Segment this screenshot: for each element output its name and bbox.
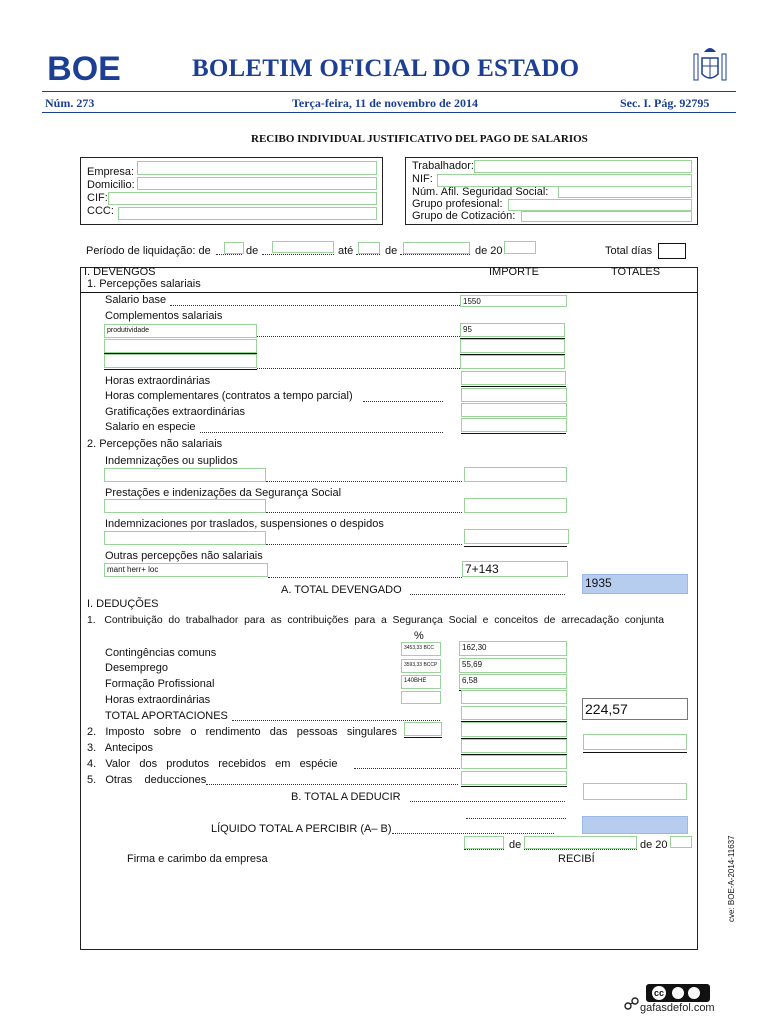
percepcoes-nao-salariais-heading: 2. Percepções não salariais: [87, 438, 223, 450]
complemento-1-value: 95: [463, 325, 472, 334]
date-de20: de 20: [640, 839, 668, 851]
produtos-especie-value-field[interactable]: [461, 755, 567, 769]
date-month-field[interactable]: [524, 836, 637, 849]
nif-label: NIF:: [412, 173, 433, 185]
indemnizaciones-label: Indemnizaciones por traslados, suspensiones o despidos: [105, 518, 384, 530]
total-deducir-dots: [410, 801, 565, 802]
ccc-field[interactable]: [118, 207, 377, 220]
grupo-cot-field[interactable]: [521, 211, 692, 222]
produtos-especie-dots: [354, 768, 460, 769]
antecipos-total-ul: [583, 752, 687, 753]
salario-especie-field[interactable]: [461, 418, 567, 432]
contribuicao-label: 1. Contribuição do trabalhador para as contribuições para a Segurança Social e conceitos de arrecadação conjunta: [87, 615, 665, 626]
date-de: de: [509, 839, 522, 851]
horas-extra-ded-value-field[interactable]: [461, 690, 567, 704]
date-month-dots: [524, 849, 637, 850]
period-day-to[interactable]: [358, 242, 380, 254]
desemprego-value: 55,69: [462, 660, 483, 669]
liquido-label: LÍQUIDO TOTAL A PERCIBIR (A– B): [211, 823, 392, 835]
complementos-label: Complementos salariais: [105, 310, 223, 322]
salario-especie-ul: [461, 433, 566, 434]
gratificacoes-field[interactable]: [461, 403, 567, 417]
total-aport-value: 224,57: [585, 701, 628, 717]
cif-field[interactable]: [108, 192, 377, 205]
issue-date: Terça-feira, 11 de novembro de 2014: [292, 96, 478, 110]
document-title: RECIBO INDIVIDUAL JUSTIFICATIVO DEL PAGO DE SALARIOS: [251, 133, 588, 145]
indemnizaciones-ul: [464, 546, 567, 547]
grupo-prof-label: Grupo profesional:: [412, 198, 503, 210]
otras-deducciones-value-field[interactable]: [461, 771, 567, 785]
total-devengado-label: A. TOTAL DEVENGADO: [281, 584, 402, 596]
cont-comuns-label: Contingências comuns: [105, 647, 217, 659]
period-ate: até: [338, 245, 354, 257]
cc-by-icon: [672, 987, 684, 999]
gratificacoes-label: Gratificações extraordinárias: [105, 406, 246, 418]
totales-header: TOTALES: [611, 266, 661, 278]
desemprego-label: Desemprego: [105, 662, 168, 674]
period-de20: de 20: [475, 245, 503, 257]
outras-dots: [268, 577, 462, 578]
liquido-dots-upper: [466, 818, 566, 819]
gafas-icon: [624, 996, 640, 1012]
percent-header: %: [414, 630, 424, 642]
salario-base-field[interactable]: [460, 295, 567, 307]
formacao-value: 6,58: [462, 676, 478, 685]
otras-deducciones-dots: [206, 784, 458, 785]
complemento-2-value-field[interactable]: [460, 339, 565, 353]
antecipos-label: 3. Antecipos: [87, 742, 154, 754]
complemento-1-value-field[interactable]: [460, 323, 565, 337]
total-aport-label: TOTAL APORTACIONES: [105, 710, 228, 722]
horas-extra-ded-label: Horas extraordinárias: [105, 694, 211, 706]
periodo-label: Período de liquidação: de: [86, 245, 211, 257]
irs-pct-ul: [404, 737, 442, 738]
empresa-field[interactable]: [137, 161, 377, 175]
desemprego-value-field[interactable]: [459, 658, 567, 673]
cve-label: cve: BOE-A-2014-11637: [727, 835, 736, 922]
liquido-dots: [392, 833, 554, 834]
period-day-from[interactable]: [224, 242, 244, 254]
indemnizaciones-dots: [266, 544, 462, 545]
grupo-prof-field[interactable]: [508, 199, 692, 211]
period-de2: de: [385, 245, 398, 257]
importe-header: IMPORTE: [489, 266, 539, 278]
total-aport-dots: [232, 720, 440, 721]
horas-comp-label: Horas complementares (contratos a tempo parcial): [105, 390, 353, 402]
total-dias-label: Total días: [605, 245, 653, 257]
antecipos-value-field[interactable]: [461, 739, 567, 753]
total-devengado-field[interactable]: [582, 574, 688, 594]
complemento-3-ul: [104, 369, 257, 370]
complemento-2-name[interactable]: [104, 339, 257, 353]
outras-value-field[interactable]: [462, 561, 568, 577]
salario-base-value: 1550: [463, 297, 481, 306]
period-month-from[interactable]: [272, 241, 334, 253]
date-day-field[interactable]: [464, 836, 504, 849]
devengos-divider: [80, 292, 697, 293]
indemnizaciones-value-field[interactable]: [464, 529, 569, 544]
issue-number: Núm. 273: [45, 96, 95, 110]
salario-base-label: Salario base: [105, 294, 167, 306]
outras-name-value: mant herr+ loc: [107, 565, 159, 574]
salario-base-dots: [170, 305, 460, 306]
outras-label: Outras percepções não salariais: [105, 550, 263, 562]
liquido-total-field[interactable]: [582, 816, 688, 834]
desemprego-pct-field[interactable]: [401, 659, 441, 673]
cc-nc-icon: [688, 987, 700, 999]
afil-label: Núm. Afil. Seguridad Social:: [412, 186, 549, 198]
recibi-label: RECIBÍ: [558, 853, 595, 865]
date-year-field[interactable]: [670, 836, 692, 848]
cc-license-icon: [646, 984, 710, 1002]
cif-label: CIF:: [87, 192, 108, 204]
indemnizacoes-label: Indemnizações ou suplidos: [105, 455, 238, 467]
prestacoes-dots: [266, 512, 462, 513]
prestacoes-name-field[interactable]: [104, 499, 266, 513]
produtos-especie-label: 4. Valor dos produtos recebidos em espécie: [87, 758, 338, 770]
irs-pct-field[interactable]: [404, 722, 442, 736]
horas-extra-ul: [461, 386, 566, 387]
otras-deducciones-label: 5. Otras deducciones: [87, 774, 207, 786]
period-de1: de: [246, 245, 259, 257]
complemento-1-dots: [257, 336, 460, 337]
salario-especie-dots: [200, 432, 443, 433]
horas-comp-dots: [363, 401, 443, 402]
total-dias-field[interactable]: [658, 243, 686, 259]
empresa-label: Empresa:: [87, 166, 135, 178]
indemnizacoes-value-field[interactable]: [464, 467, 567, 482]
watermark-text: gafasdefol.com: [640, 1002, 715, 1014]
devengos-heading: I. DEVENGOS: [84, 266, 156, 278]
salario-especie-label: Salario en especie: [105, 421, 196, 433]
coat-of-arms-icon: [690, 44, 730, 88]
irs-value-field[interactable]: [461, 722, 567, 737]
issue-section: Sec. I. Pág. 92795: [620, 96, 710, 110]
firma-label: Firma e carimbo da empresa: [127, 853, 268, 865]
ccc-label: CCC:: [87, 205, 114, 217]
page-title: BOLETIM OFICIAL DO ESTADO: [192, 55, 580, 82]
cont-comuns-pct: 3453,33 BCC: [404, 645, 435, 651]
desemprego-pct: 3593,33 BCCP: [404, 662, 438, 668]
prestacoes-label: Prestações e indenizações da Segurança Social: [105, 487, 342, 499]
otras-deducciones-ul: [461, 786, 567, 787]
cont-comuns-value-field[interactable]: [459, 641, 567, 656]
formacao-value-field[interactable]: [459, 674, 567, 689]
complemento-3-value-field[interactable]: [460, 355, 565, 369]
horas-comp-field[interactable]: [461, 388, 567, 402]
period-year[interactable]: [504, 241, 536, 254]
cont-comuns-pct-field[interactable]: [401, 642, 441, 656]
total-deducir-field[interactable]: [583, 783, 687, 800]
complemento-1-name-value: produtividade: [107, 327, 150, 334]
cont-comuns-value: 162,30: [462, 643, 487, 652]
grupo-cot-label: Grupo de Cotización:: [412, 210, 516, 222]
total-aport-total-field[interactable]: [582, 698, 688, 720]
period-dots-3: [356, 254, 380, 255]
trabalhador-field[interactable]: [474, 160, 692, 173]
date-day-dots: [464, 849, 504, 850]
boe-logo: [42, 50, 126, 84]
afil-field[interactable]: [558, 186, 692, 198]
domicilio-label: Domicilio:: [87, 179, 135, 191]
indemnizaciones-name-field[interactable]: [104, 531, 266, 545]
formacao-label: Formação Profissional: [105, 678, 215, 690]
outras-value: 7+143: [465, 562, 499, 576]
antecipos-total-field[interactable]: [583, 734, 687, 750]
percepcoes-salariais-heading: 1. Percepções salariais: [87, 278, 201, 290]
complemento-3-dots: [257, 368, 460, 369]
indemnizacoes-dots: [266, 481, 462, 482]
complemento-3-name[interactable]: [104, 354, 257, 368]
total-devengado-value: 1935: [585, 576, 612, 590]
trabalhador-label: Trabalhador:: [412, 160, 474, 172]
period-dots-2: [262, 254, 334, 255]
horas-extra-ded-pct-field[interactable]: [401, 691, 441, 704]
header-rule-bottom: [42, 112, 736, 113]
horas-extra-label: Horas extraordinárias: [105, 375, 211, 387]
period-dots-4: [400, 254, 470, 255]
cc-badge-text: cc: [653, 988, 664, 998]
logo-text: BOE: [47, 50, 121, 84]
complemento-1-name[interactable]: [104, 324, 257, 338]
prestacoes-value-field[interactable]: [464, 498, 567, 513]
domicilio-field[interactable]: [137, 177, 377, 190]
irs-label: 2. Imposto sobre o rendimento das pessoas singulares: [87, 726, 397, 738]
period-month-to[interactable]: [403, 242, 470, 254]
deducoes-heading: I. DEDUÇÕES: [87, 598, 159, 610]
header-rule-top: [42, 91, 736, 92]
horas-extra-field[interactable]: [461, 371, 566, 385]
outras-name-field[interactable]: [104, 563, 268, 577]
formacao-pct-field[interactable]: [401, 675, 441, 689]
total-aport-value-field[interactable]: [461, 706, 567, 720]
indemnizacoes-name-field[interactable]: [104, 468, 266, 482]
formacao-pct: 140BHE: [404, 678, 427, 684]
total-devengado-dots: [410, 594, 565, 595]
total-deducir-label: B. TOTAL A DEDUCIR: [291, 791, 401, 803]
period-dots-1: [216, 254, 242, 255]
